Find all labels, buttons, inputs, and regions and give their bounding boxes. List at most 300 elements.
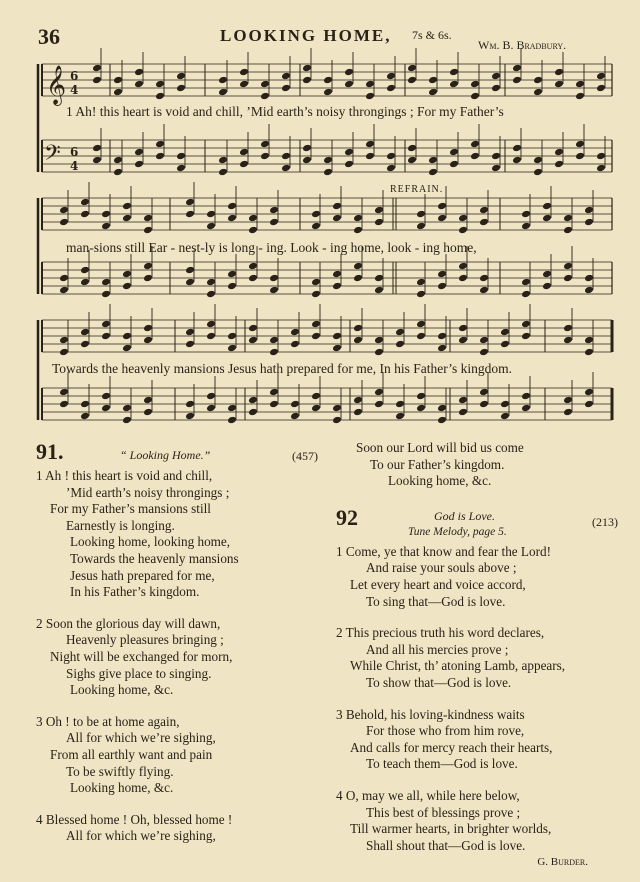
note-head [176, 164, 186, 173]
note-head [269, 218, 279, 227]
note-head [269, 286, 279, 295]
note-head [491, 84, 501, 93]
hymn91-line: Sighs give place to singing. [66, 665, 212, 681]
hymn91-line: Jesus hath prepared for me, [70, 567, 215, 583]
note-head [512, 156, 522, 165]
note-head [248, 226, 258, 235]
note-head [542, 214, 552, 223]
hymn91-line: For my Father’s mansions still [50, 501, 211, 517]
note-head [563, 274, 573, 283]
lyric-line-2: man-sions still Ear - nest-ly is long - ing. Look - ing home, look - ing home, [66, 240, 477, 255]
hymn91-line: Towards the heavenly mansions [70, 550, 239, 566]
note-head [353, 262, 363, 271]
hymn-92-heading [336, 504, 618, 544]
note-head [437, 404, 447, 413]
note-head [101, 320, 111, 329]
note-head [428, 156, 438, 165]
note-head [206, 320, 216, 329]
note-head [59, 336, 69, 345]
note-head [176, 84, 186, 93]
note-head [500, 412, 510, 421]
note-head [563, 226, 573, 235]
note-head [554, 68, 564, 77]
note-head [269, 388, 279, 397]
note-head [143, 262, 153, 271]
note-head [80, 198, 90, 207]
note-head [281, 72, 291, 81]
note-head [374, 206, 384, 215]
tune-title: LOOKING HOME, [220, 26, 392, 45]
note-head [353, 336, 363, 345]
hymn-number: 91. [36, 439, 64, 464]
note-head [206, 278, 216, 287]
note-head [512, 76, 522, 85]
note-head [470, 80, 480, 89]
note-head [521, 320, 531, 329]
note-head [122, 404, 132, 413]
hymn91-line: 1 Ah ! this heart is void and chill, [36, 468, 213, 483]
note-head [479, 348, 489, 357]
note-head [374, 274, 384, 283]
note-head [302, 156, 312, 165]
note-head [155, 140, 165, 149]
note-head [311, 404, 321, 413]
lyric-line-3: Towards the heavenly mansions Jesus hath prepared for me, In his Father’s kingdom. [52, 361, 512, 376]
note-head [92, 156, 102, 165]
note-head [59, 206, 69, 215]
note-head [80, 412, 90, 421]
note-head [563, 336, 573, 345]
note-head [428, 88, 438, 97]
note-head [596, 72, 606, 81]
note-head [584, 286, 594, 295]
note-head [416, 404, 426, 413]
hymn92-line: And all his mercies prove ; [366, 641, 509, 657]
note-head [134, 80, 144, 89]
bass-clef: 𝄢 [44, 141, 61, 171]
note-head [533, 76, 543, 85]
note-head [332, 282, 342, 291]
note-head [134, 160, 144, 169]
note-head [206, 290, 216, 299]
note-head [521, 222, 531, 231]
note-head [248, 396, 258, 405]
note-head [185, 400, 195, 409]
hymn91-continuation-line: Looking home, &c. [388, 473, 492, 489]
note-head [344, 148, 354, 157]
note-head [575, 80, 585, 89]
note-head [470, 152, 480, 161]
note-head [176, 72, 186, 81]
hymn92-line: For those who from him rove, [366, 723, 525, 739]
note-head [458, 336, 468, 345]
note-head [584, 336, 594, 345]
hymn-title: God is Love. [434, 508, 495, 523]
note-head [407, 64, 417, 73]
note-head [143, 336, 153, 345]
note-head [470, 140, 480, 149]
note-head [365, 92, 375, 101]
page-number: 36 [38, 24, 60, 49]
note-head [332, 214, 342, 223]
note-head [260, 152, 270, 161]
note-head [386, 152, 396, 161]
note-head [143, 408, 153, 417]
note-head [311, 290, 321, 299]
note-head [206, 332, 216, 341]
note-head [374, 286, 384, 295]
note-head [80, 266, 90, 275]
note-head [437, 202, 447, 211]
note-head [332, 344, 342, 353]
note-head [113, 156, 123, 165]
note-head [500, 400, 510, 409]
note-head [122, 332, 132, 341]
hymn91-line: To be swiftly flying. [66, 763, 174, 779]
treble-clef: 𝄞 [46, 65, 67, 105]
hymn91-line: From all earthly want and pain [50, 746, 213, 762]
note-head [227, 404, 237, 413]
note-head [512, 64, 522, 73]
note-head [122, 214, 132, 223]
note-head [521, 404, 531, 413]
note-head [113, 168, 123, 177]
note-head [80, 340, 90, 349]
hymn-92-stanzas [336, 544, 618, 855]
note-head [80, 328, 90, 337]
hymn91-line: Earnestly is longing. [66, 517, 175, 533]
time-signature-bottom: 4 [70, 83, 79, 97]
hymn91-continuation-line: To our Father’s kingdom. [370, 456, 505, 472]
note-head [479, 400, 489, 409]
note-head [134, 68, 144, 77]
note-head [407, 144, 417, 153]
note-head [281, 84, 291, 93]
note-head [542, 270, 552, 279]
hymn-code: (213) [592, 514, 618, 529]
note-head [596, 164, 606, 173]
note-head [416, 210, 426, 219]
note-head [479, 388, 489, 397]
note-head [92, 64, 102, 73]
note-head [374, 348, 384, 357]
hymn92-line: To sing that—God is love. [366, 593, 506, 609]
note-head [458, 262, 468, 271]
note-head [134, 148, 144, 157]
note-head [248, 336, 258, 345]
note-head [395, 340, 405, 349]
note-head [479, 336, 489, 345]
note-head [185, 210, 195, 219]
note-head [248, 408, 258, 417]
time-signature-top: 6 [70, 145, 79, 159]
note-head [521, 290, 531, 299]
note-head [353, 226, 363, 235]
note-head [407, 156, 417, 165]
note-head [227, 202, 237, 211]
note-head [218, 76, 228, 85]
note-head [101, 210, 111, 219]
note-head [332, 416, 342, 425]
note-head [260, 140, 270, 149]
note-head [227, 416, 237, 425]
note-head [122, 202, 132, 211]
note-head [281, 164, 291, 173]
note-head [374, 218, 384, 227]
note-head [449, 160, 459, 169]
note-head [290, 400, 300, 409]
note-head [353, 274, 363, 283]
note-head [563, 262, 573, 271]
note-head [248, 262, 258, 271]
hymn-author: G. Burder. [537, 856, 588, 869]
note-head [218, 156, 228, 165]
note-head [227, 332, 237, 341]
note-head [80, 400, 90, 409]
note-head [302, 76, 312, 85]
note-head [500, 328, 510, 337]
hymn-91 [36, 439, 318, 845]
hymn91-line: ’Mid earth’s noisy throngings ; [66, 484, 230, 500]
note-head [122, 416, 132, 425]
note-head [395, 400, 405, 409]
note-head [143, 324, 153, 333]
note-head [227, 344, 237, 353]
note-head [323, 88, 333, 97]
hymn91-continuation-line: Soon our Lord will bid us come [356, 440, 524, 455]
note-head [437, 282, 447, 291]
note-head [218, 88, 228, 97]
note-head [155, 92, 165, 101]
note-head [143, 214, 153, 223]
note-head [185, 340, 195, 349]
note-head [563, 408, 573, 417]
note-head [143, 226, 153, 235]
note-head [365, 140, 375, 149]
note-head [563, 214, 573, 223]
note-head [416, 290, 426, 299]
note-head [59, 348, 69, 357]
note-head [428, 76, 438, 85]
note-head [248, 214, 258, 223]
note-head [227, 270, 237, 279]
note-head [143, 396, 153, 405]
note-head [344, 160, 354, 169]
note-head [92, 144, 102, 153]
hymn92-line: Shall shout that—God is love. [366, 837, 526, 853]
note-head [491, 152, 501, 161]
note-head [416, 320, 426, 329]
note-head [584, 218, 594, 227]
note-head [374, 400, 384, 409]
hymn92-line: 2 This precious truth his word declares, [336, 625, 545, 641]
note-head [323, 156, 333, 165]
note-head [185, 198, 195, 207]
note-head [437, 214, 447, 223]
note-head [92, 76, 102, 85]
note-head [248, 324, 258, 333]
note-head [311, 222, 321, 231]
note-head [248, 274, 258, 283]
note-head [332, 202, 342, 211]
note-head [512, 144, 522, 153]
note-head [155, 80, 165, 89]
note-head [458, 226, 468, 235]
note-head [554, 148, 564, 157]
note-head [563, 396, 573, 405]
note-head [218, 168, 228, 177]
hymn91-line: 2 Soon the glorious day will dawn, [36, 615, 221, 631]
note-head [449, 148, 459, 157]
note-head [521, 278, 531, 287]
note-head [575, 92, 585, 101]
note-head [500, 340, 510, 349]
hymn92-line: Till warmer hearts, in brighter worlds, [350, 821, 552, 837]
note-head [113, 76, 123, 85]
note-head [80, 210, 90, 219]
note-head [407, 76, 417, 85]
note-head [584, 206, 594, 215]
note-head [458, 396, 468, 405]
note-head [143, 274, 153, 283]
note-head [437, 416, 447, 425]
note-head [416, 332, 426, 341]
note-head [479, 206, 489, 215]
note-head [185, 266, 195, 275]
note-head [533, 88, 543, 97]
note-head [311, 278, 321, 287]
hymn-code: (457) [292, 449, 318, 463]
note-head [101, 278, 111, 287]
note-head [533, 156, 543, 165]
note-head [323, 76, 333, 85]
hymn92-line: 3 Behold, his loving-kindness waits [336, 706, 525, 722]
note-head [269, 348, 279, 357]
note-head [575, 152, 585, 161]
hymn91-line: All for which we’re sighing, [66, 730, 216, 746]
note-head [290, 412, 300, 421]
note-head [311, 332, 321, 341]
note-head [80, 278, 90, 287]
note-head [374, 388, 384, 397]
note-head [554, 80, 564, 89]
note-head [395, 328, 405, 337]
note-head [311, 392, 321, 401]
note-head [521, 332, 531, 341]
note-head [122, 344, 132, 353]
note-head [122, 270, 132, 279]
note-head [269, 400, 279, 409]
note-head [59, 388, 69, 397]
hymn-tune: Tune Melody, page 5. [408, 525, 507, 538]
note-head [239, 160, 249, 169]
note-head [227, 214, 237, 223]
note-head [416, 278, 426, 287]
hymn92-line: And calls for mercy reach their hearts, [350, 739, 553, 755]
time-signature-top: 6 [70, 69, 79, 83]
note-head [437, 270, 447, 279]
note-head [584, 348, 594, 357]
hymn-91-heading [36, 439, 318, 468]
note-head [386, 84, 396, 93]
hymn92-line: While Christ, th’ atoning Lamb, appears, [350, 658, 566, 674]
note-head [584, 400, 594, 409]
note-head [458, 214, 468, 223]
note-head [353, 408, 363, 417]
note-head [437, 344, 447, 353]
note-head [458, 324, 468, 333]
note-head [185, 278, 195, 287]
note-head [122, 282, 132, 291]
note-head [239, 148, 249, 157]
note-head [101, 290, 111, 299]
right-column [336, 440, 618, 871]
note-head [584, 388, 594, 397]
hymn91-line: Looking home, &c. [70, 780, 174, 796]
note-head [185, 328, 195, 337]
hymn91-line: In his Father’s kingdom. [70, 584, 200, 600]
lyric-line-1: 1 Ah! this heart is void and chill, ’Mid earth’s noisy throngings ; For my Father’s [66, 104, 504, 119]
hymn92-line: 1 Come, ye that know and fear the Lord! [336, 543, 551, 559]
note-head [353, 396, 363, 405]
note-head [386, 72, 396, 81]
note-head [101, 404, 111, 413]
note-head [521, 210, 531, 219]
note-head [302, 144, 312, 153]
note-head [101, 332, 111, 341]
note-head [206, 222, 216, 231]
note-head [206, 210, 216, 219]
note-head [269, 274, 279, 283]
tune-meter: 7s & 6s. [412, 28, 452, 42]
note-head [59, 274, 69, 283]
composer-credit: Wm. B. Bradbury. [478, 38, 567, 52]
note-head [575, 140, 585, 149]
note-head [491, 72, 501, 81]
note-head [260, 80, 270, 89]
note-head [374, 336, 384, 345]
hymn91-line: Heavenly pleasures bringing ; [66, 632, 224, 648]
note-head [185, 412, 195, 421]
hymn92-line: And raise your souls above ; [366, 560, 517, 576]
note-head [449, 80, 459, 89]
note-head [437, 332, 447, 341]
note-head [416, 392, 426, 401]
note-head [563, 324, 573, 333]
note-head [521, 392, 531, 401]
note-head [239, 80, 249, 89]
note-head [290, 328, 300, 337]
hymn91-line: 4 Blessed home ! Oh, blessed home ! [36, 811, 233, 827]
note-head [260, 92, 270, 101]
note-head [386, 164, 396, 173]
note-head [332, 270, 342, 279]
note-head [470, 92, 480, 101]
note-head [332, 332, 342, 341]
hymn91-line: All for which we’re sighing, [66, 828, 216, 844]
hymn92-line: To show that—God is love. [366, 674, 512, 690]
note-head [269, 336, 279, 345]
note-head [449, 68, 459, 77]
note-head [113, 88, 123, 97]
hymn91-line: Looking home, &c. [70, 682, 174, 698]
hymn91-line: Night will be exchanged for morn, [50, 648, 233, 664]
note-head [353, 214, 363, 223]
note-head [365, 152, 375, 161]
hymn91-line: 3 Oh ! to be at home again, [36, 713, 180, 729]
refrain-label: REFRAIN. [390, 184, 444, 195]
note-head [353, 324, 363, 333]
